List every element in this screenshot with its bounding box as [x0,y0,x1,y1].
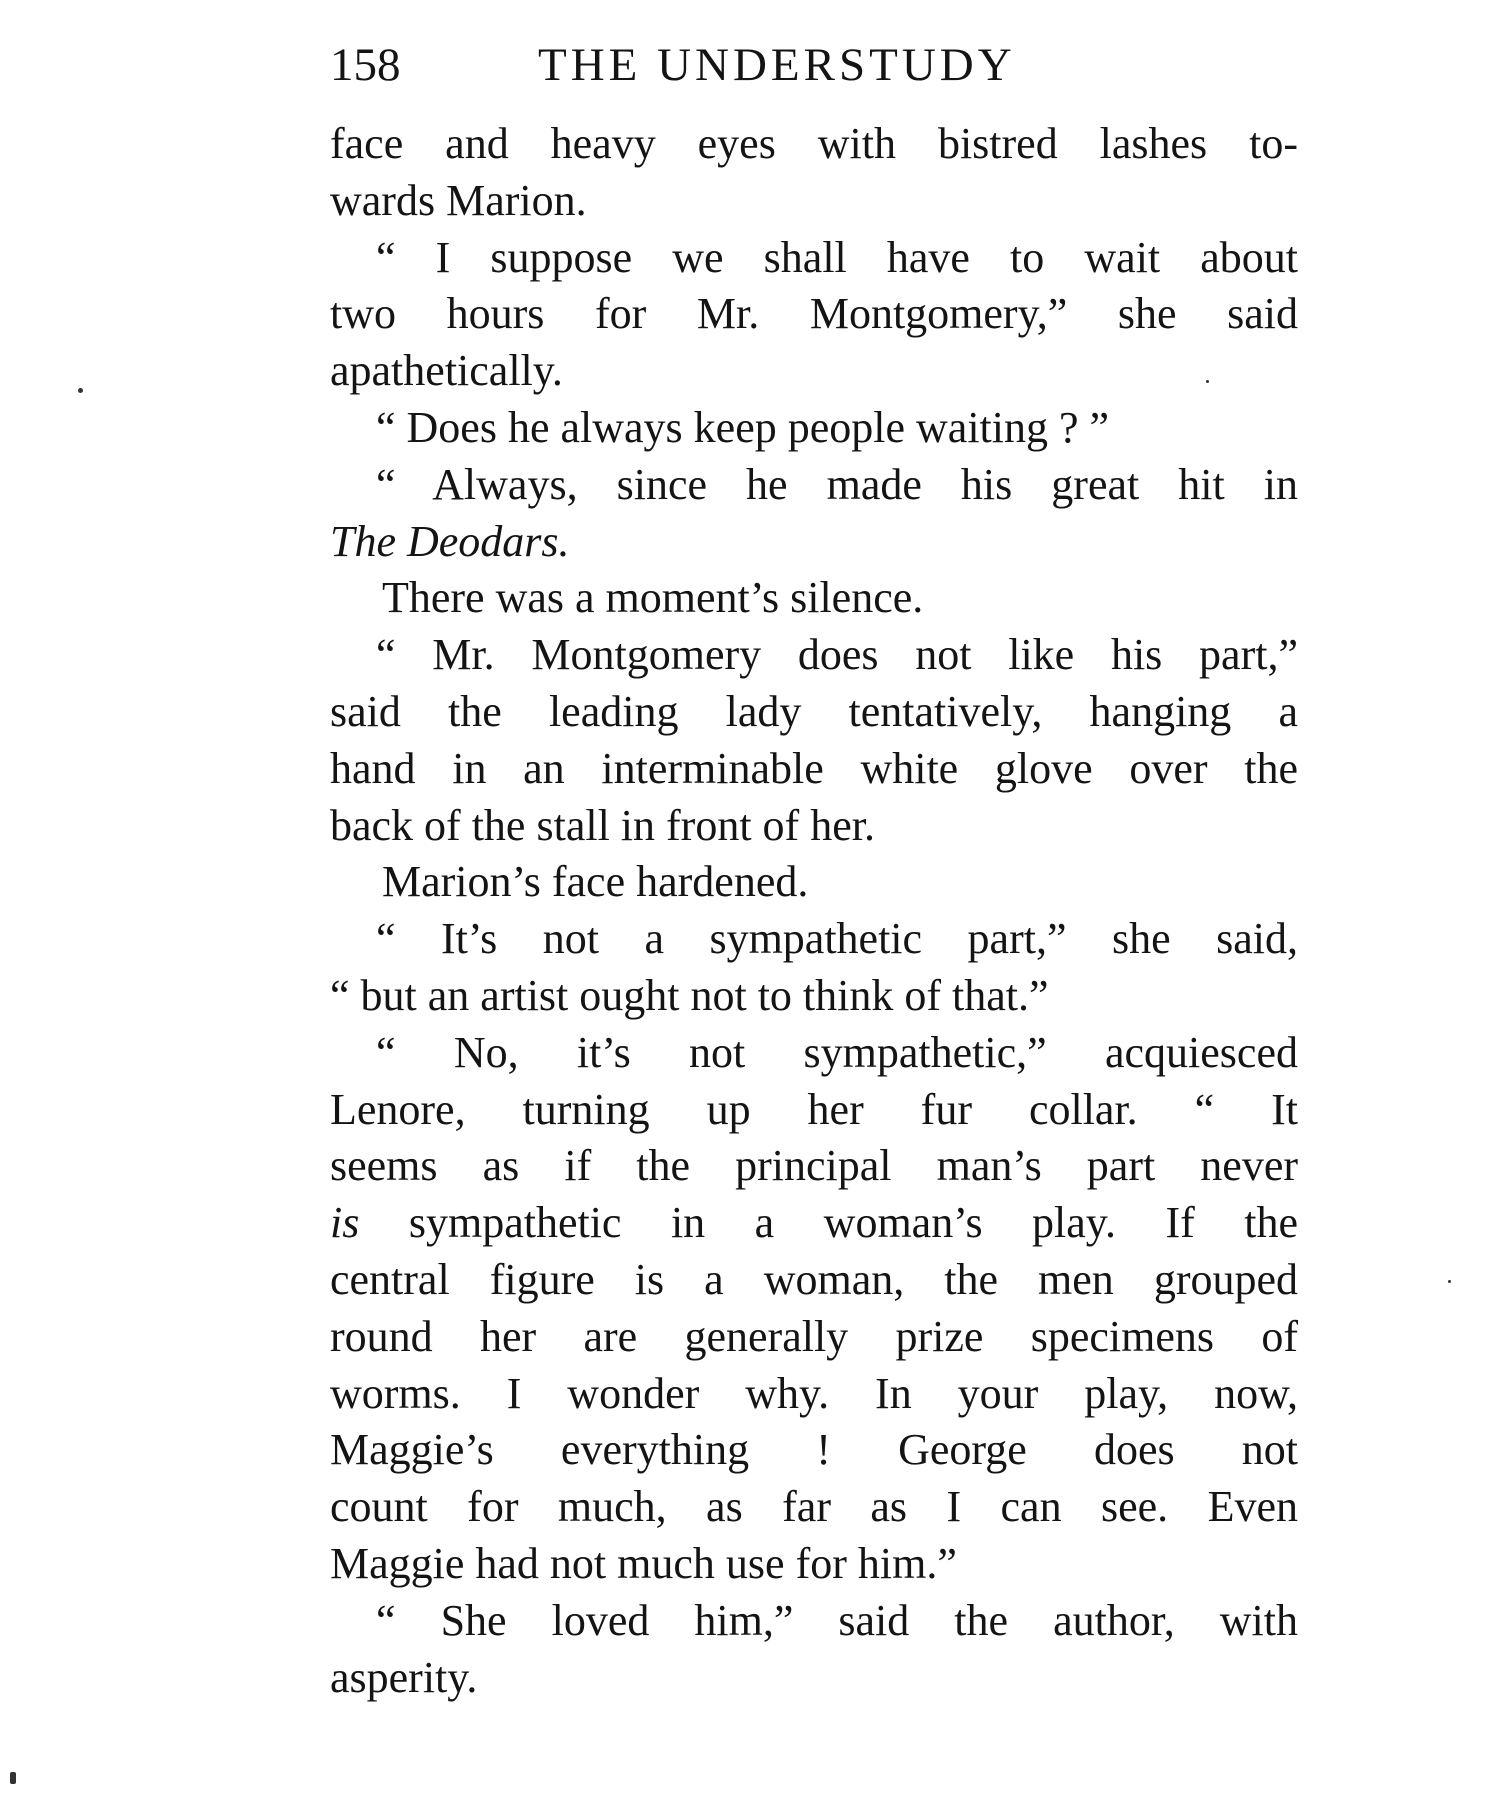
text-line: seems as if the principal man’s part never [330,1141,1298,1191]
ink-speck [1448,1280,1451,1283]
text-line: worms. I wonder why. In your play, now, [330,1368,1298,1418]
text-line: apathetically. [330,346,563,396]
text-line: “ Mr. Montgomery does not like his part,” [376,630,1298,680]
text-line: two hours for Mr. Montgomery,” she said [330,289,1298,339]
ink-speck [10,1772,16,1784]
page-number: 158 [330,39,401,91]
text-line: said the leading lady tentatively, hanging a [330,686,1298,736]
text-line: Maggie had not much use for him.” [330,1538,957,1588]
text-line: central figure is a woman, the men grouped [330,1254,1298,1304]
text-line: “ No, it’s not sympathetic,” acquiesced [376,1027,1298,1077]
text-line: asperity. [330,1652,478,1702]
text-line: “ Does he always keep people waiting ? ” [376,402,1110,452]
text-line: Maggie’s everything ! George does not [330,1425,1298,1475]
text-line: wards Marion. [330,175,587,225]
text-line: “ I suppose we shall have to wait about [376,232,1298,282]
text-line: count for much, as far as I can see. Even [330,1482,1298,1532]
text-line: There was a moment’s silence. [382,573,924,623]
text-line: The Deodars. [330,516,570,566]
text-line: round her are generally prize specimens of [330,1311,1298,1361]
ink-speck [78,388,83,393]
text-line: “ It’s not a sympathetic part,” she said, [376,914,1298,964]
text-line: face and heavy eyes with bistred lashes to- [330,119,1298,168]
body-text [330,116,1298,1706]
text-line: back of the stall in front of her. [330,800,875,850]
running-title: THE UNDERSTUDY [538,39,1016,91]
ink-speck [1206,380,1209,383]
page-header [330,30,1310,100]
text-line: Lenore, turning up her fur collar. “ It [330,1084,1298,1134]
text-line: Marion’s face hardened. [382,857,809,907]
text-line: “ Always, since he made his great hit in [376,459,1298,509]
text-line: “ She loved him,” said the author, with [376,1595,1298,1645]
text-line: “ but an artist ought not to think of that.” [330,970,1049,1020]
text-line: hand in an interminable white glove over the [330,743,1298,793]
text-line: is sympathetic in a woman’s play. If the [330,1198,1298,1248]
